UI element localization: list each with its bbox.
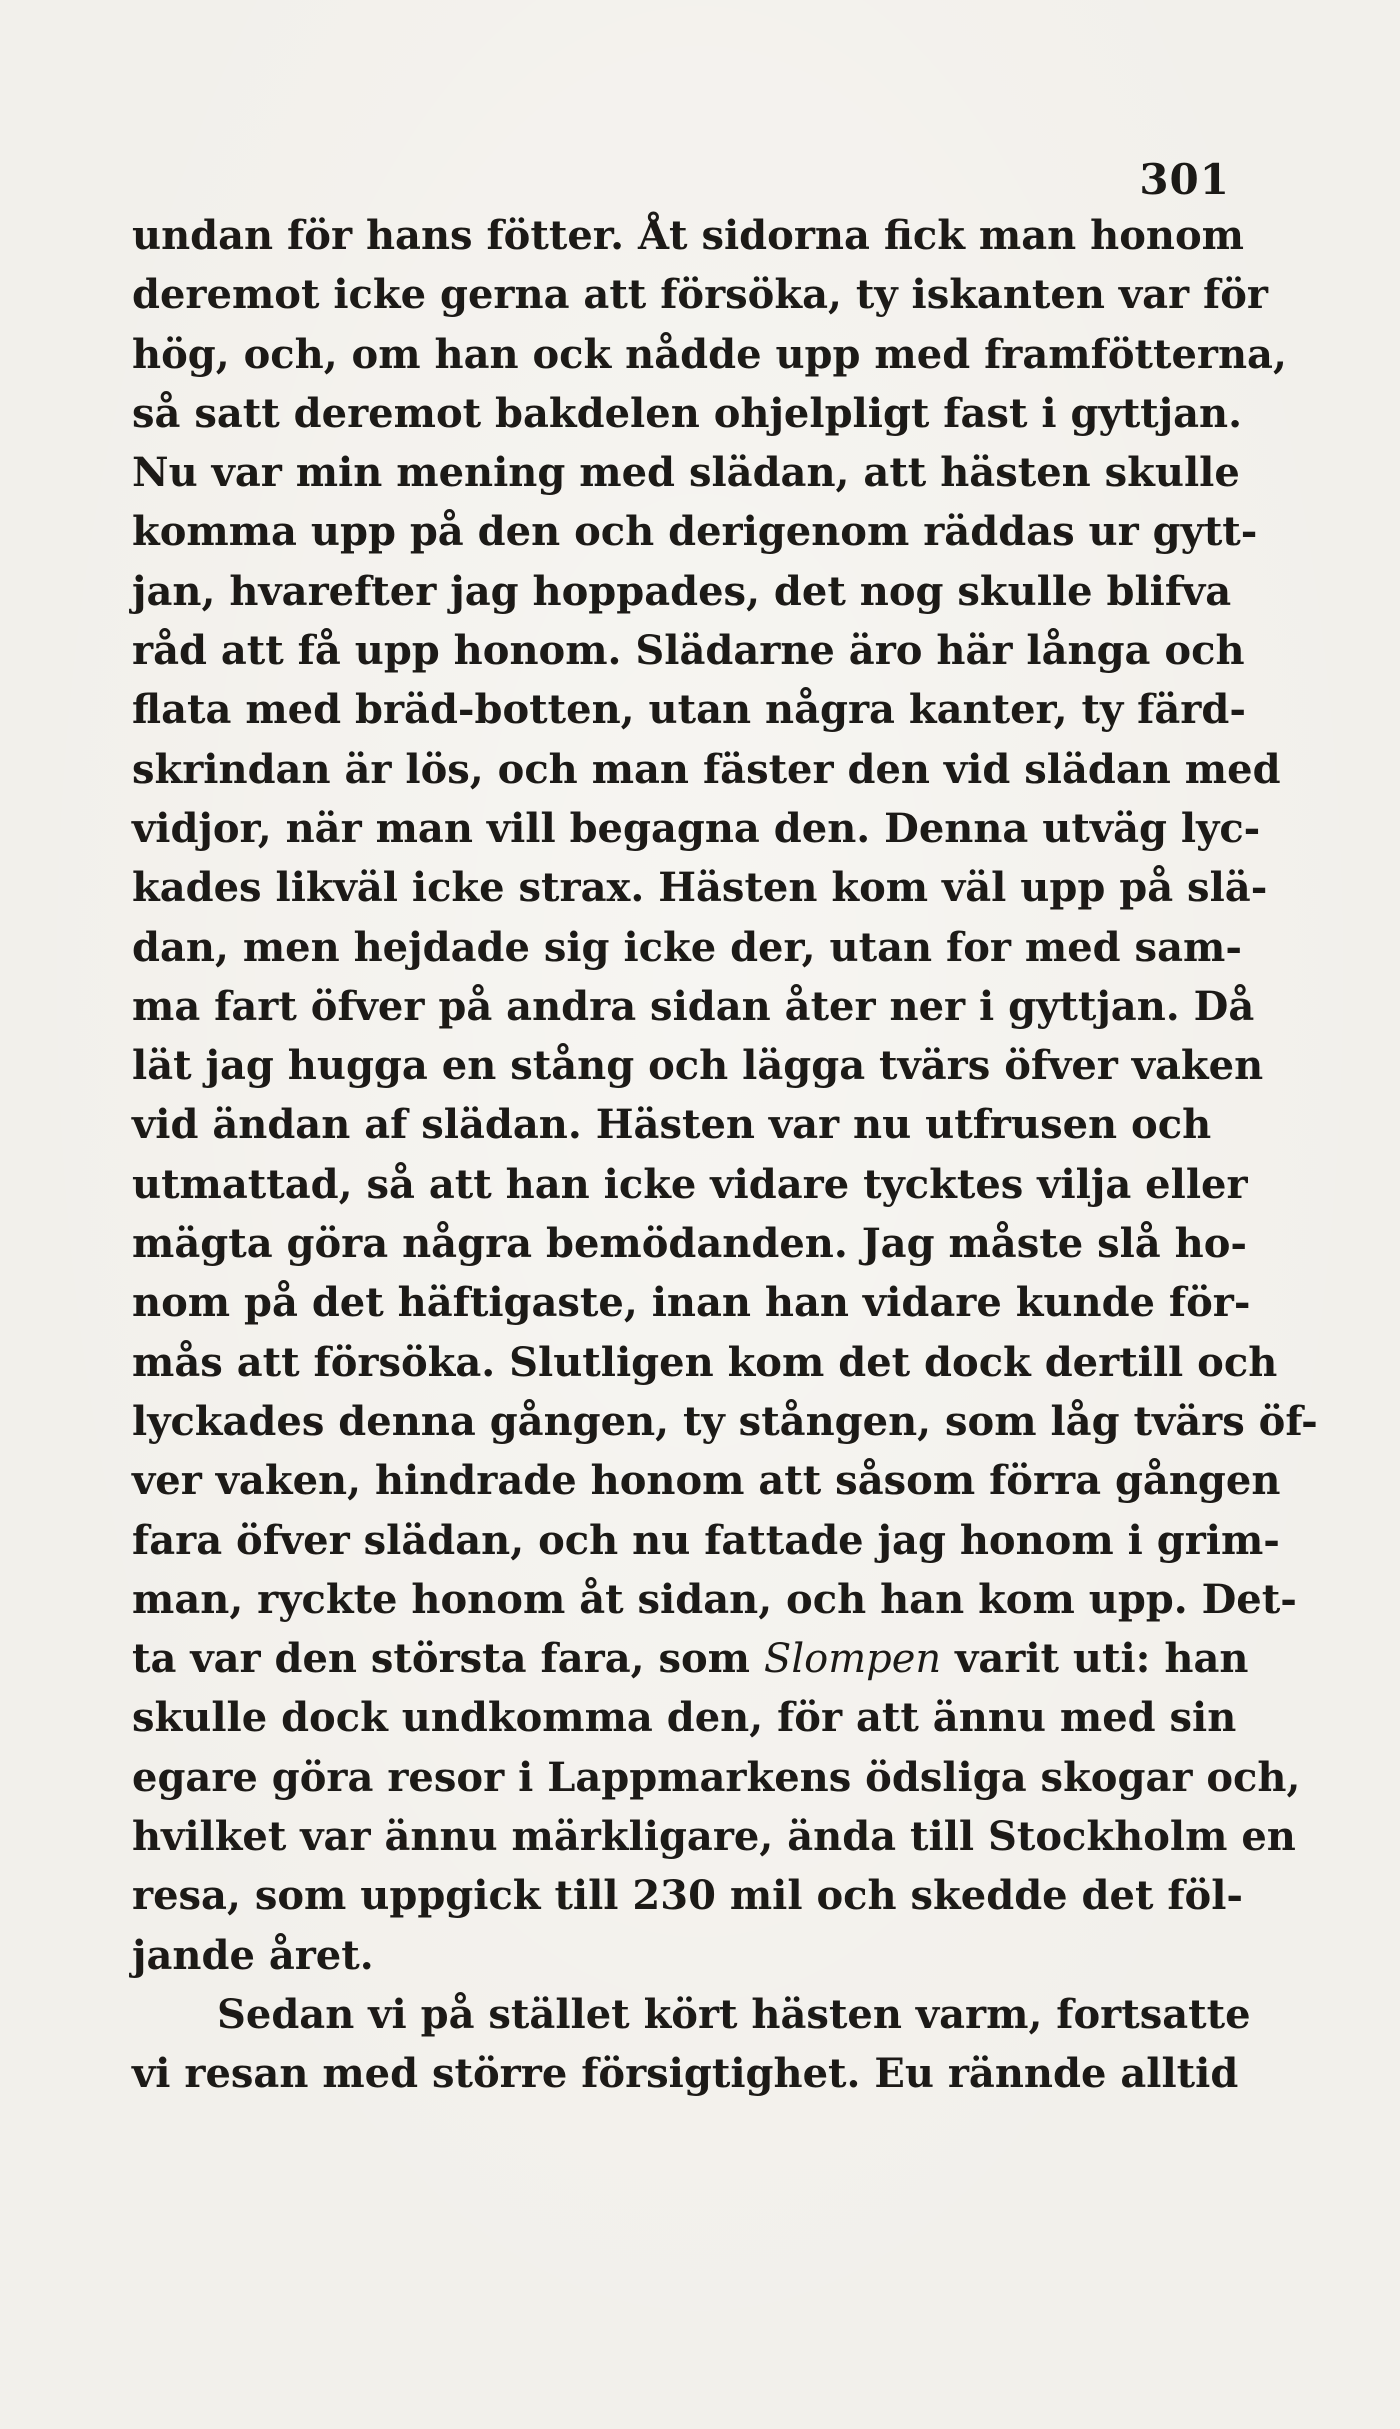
text-line: fara öfver slädan, och nu fattade jag honom i grim- [132,1516,1280,1564]
text-line: jan, hvarefter jag hoppades, det nog skulle blifva [132,567,1232,615]
text-line: så satt deremot bakdelen ohjelpligt fast i gyttjan. [132,389,1243,437]
text-line: dan, men hejdade sig icke der, utan for med sam- [132,923,1242,971]
text-line: kades likväl icke strax. Hästen kom väl upp på slä- [132,864,1268,912]
text-line: komma upp på den och derigenom räddas ur gytt- [132,508,1258,556]
text-line: undan för hans fötter. Åt sidorna fick man honom [132,212,1244,259]
text-line: utmattad, så att han icke vidare tycktes vilja eller [132,1160,1248,1208]
text-line: lyckades denna gången, ty stången, som låg tvärs öf- [132,1397,1318,1445]
text-line: vi resan med större försigtighet. Eu rännde alltid [132,2050,1239,2098]
italic-name-slompen: Slompen [763,1636,942,1683]
text-line: mägta göra några bemödanden. Jag måste slå ho- [132,1220,1247,1268]
text-line: resa, som uppgick till 230 mil och skedde det föl- [132,1872,1244,1920]
text-line: nom på det häftigaste, inan han vidare kunde för- [132,1279,1251,1327]
text-line: ma fart öfver på andra sidan åter ner i gyttjan. Då [132,982,1255,1030]
text-line: man, ryckte honom åt sidan, och han kom upp. Det- [132,1575,1297,1623]
text-line: hvilket var ännu märkligare, ända till Stockholm en [132,1813,1296,1861]
text-line: egare göra resor i Lappmarkens ödsliga skogar och, [132,1753,1301,1801]
text-line: mås att försöka. Slutligen kom det dock dertill och [132,1338,1278,1386]
text-segment: varit uti: han [941,1635,1249,1683]
page-number: 301 [1139,155,1230,204]
text-line: råd att få upp honom. Slädarne äro här långa och [132,627,1245,675]
text-line-paragraph-start: Sedan vi på stället kört hästen varm, fortsatte [217,1990,1251,2038]
text-line: ver vaken, hindrade honom att såsom förra gången [132,1457,1281,1505]
text-line: hög, och, om han ock nådde upp med framfötterna, [132,330,1287,378]
text-line: skulle dock undkomma den, för att ännu med sin [132,1694,1237,1742]
text-line: vidjor, när man vill begagna den. Denna utväg lyc- [132,804,1261,852]
text-line: deremot icke gerna att försöka, ty iskanten var för [132,271,1268,319]
text-line: vid ändan af slädan. Hästen var nu utfrusen och [132,1101,1212,1149]
text-line: lät jag hugga en stång och lägga tvärs öfver vaken [132,1042,1264,1090]
text-line: flata med bräd-botten, utan några kanter, ty färd- [132,686,1246,734]
body-text [132,206,1318,2104]
text-line: Nu var min mening med slädan, att hästen skulle [132,449,1240,497]
text-line: skrindan är lös, och man fäster den vid slädan med [132,745,1281,793]
text-segment: ta var den största fara, som [132,1635,764,1683]
text-line-paragraph-end: jande året. [132,1931,374,1979]
text-line-with-italic [132,1629,1249,1688]
